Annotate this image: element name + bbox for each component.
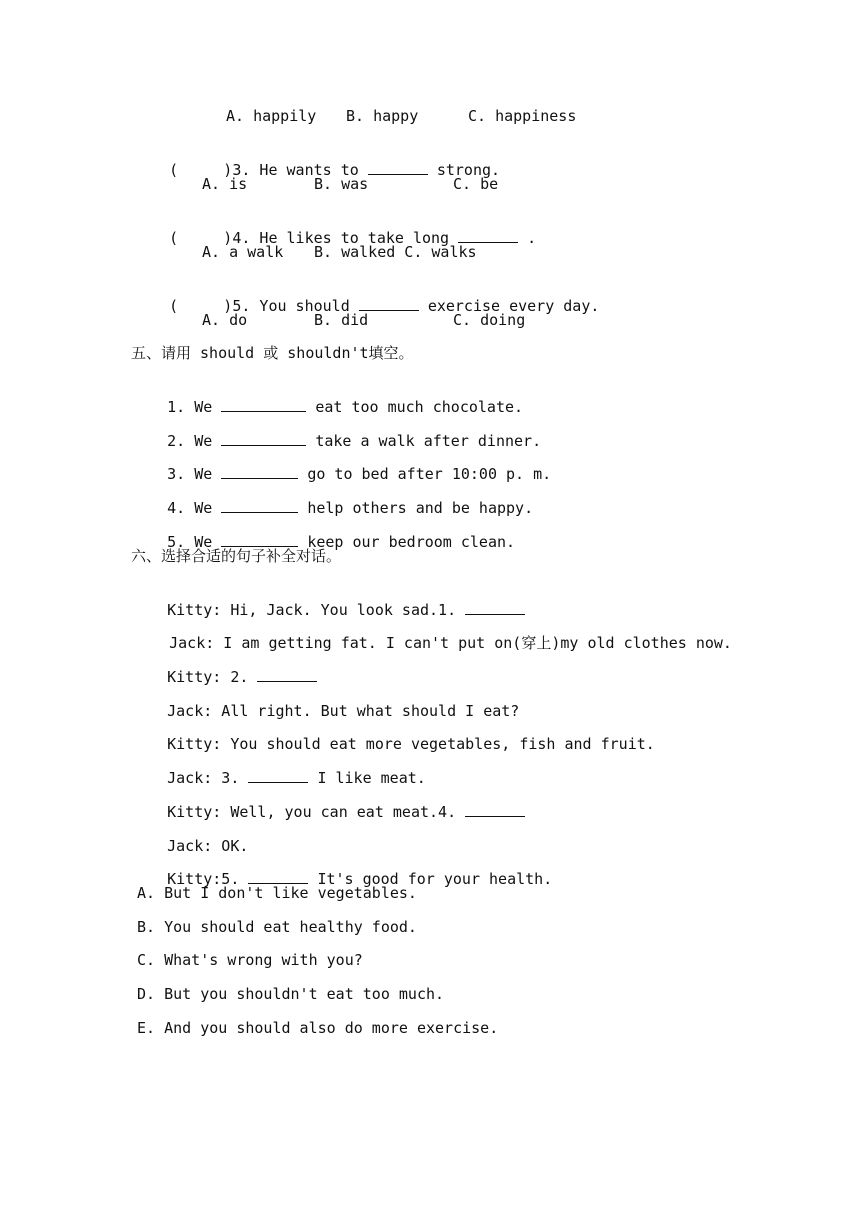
dialogue-text: Kitty: Hi, Jack. You look sad.1. bbox=[167, 601, 457, 619]
answer-blank[interactable] bbox=[458, 228, 518, 243]
item-prefix: 2. We bbox=[167, 432, 213, 450]
section5-item bbox=[131, 377, 524, 416]
question-stem-post: strong. bbox=[436, 161, 501, 179]
question-stem-pre: 5. You should bbox=[232, 297, 350, 315]
dialogue-text: Kitty: You should eat more vegetables, fish and fruit. bbox=[167, 735, 655, 753]
dialogue-option-d: D. But you shouldn't eat too much. bbox=[137, 985, 445, 1003]
dialogue-line bbox=[131, 580, 525, 619]
dialogue-text: Kitty:5. bbox=[167, 870, 240, 888]
q3-option-b: B. was bbox=[314, 175, 369, 193]
dialogue-line bbox=[131, 782, 525, 821]
dialogue-option-e: E. And you should also do more exercise. bbox=[137, 1019, 499, 1037]
answer-blank[interactable] bbox=[248, 768, 308, 783]
item-prefix: 5. We bbox=[167, 533, 213, 551]
dialogue-text: Kitty: Well, you can eat meat.4. bbox=[167, 803, 457, 821]
dialogue-option-c: C. What's wrong with you? bbox=[137, 951, 363, 969]
dialogue-line bbox=[133, 613, 732, 652]
q4-option-a: A. a walk bbox=[202, 243, 284, 261]
q4-question bbox=[133, 208, 537, 247]
dialogue-text: Jack: All right. But what should I eat? bbox=[167, 702, 520, 720]
q3-option-c: C. be bbox=[453, 175, 499, 193]
item-text: eat too much chocolate. bbox=[315, 398, 524, 416]
answer-blank[interactable] bbox=[359, 296, 419, 311]
section6-heading: 六、选择合适的句子补全对话。 bbox=[131, 547, 342, 565]
answer-blank[interactable] bbox=[221, 464, 298, 479]
answer-paren: ( ) bbox=[169, 229, 233, 247]
q5-question bbox=[133, 276, 600, 315]
item-text: keep our bedroom clean. bbox=[307, 533, 516, 551]
answer-blank[interactable] bbox=[221, 532, 298, 547]
q2-option-c: C. happiness bbox=[468, 107, 577, 125]
q4-option-b: B. walked C. walks bbox=[314, 243, 477, 261]
dialogue-option-a: A. But I don't like vegetables. bbox=[137, 884, 417, 902]
item-text: go to bed after 10:00 p. m. bbox=[307, 465, 552, 483]
section5-item bbox=[131, 478, 534, 517]
q3-option-a: A. is bbox=[202, 175, 248, 193]
answer-blank[interactable] bbox=[248, 869, 308, 884]
answer-blank[interactable] bbox=[368, 160, 428, 175]
section5-heading: 五、请用 should 或 shouldn't填空。 bbox=[131, 344, 414, 362]
answer-paren: ( ) bbox=[169, 297, 233, 315]
dialogue-text: Kitty: 2. bbox=[167, 668, 249, 686]
dialogue-line bbox=[131, 681, 520, 720]
item-prefix: 3. We bbox=[167, 465, 213, 483]
answer-paren: ( ) bbox=[169, 161, 233, 179]
answer-blank[interactable] bbox=[221, 498, 298, 513]
dialogue-text: Jack: I am getting fat. I can't put on(穿上)my old clothes now. bbox=[169, 634, 732, 652]
dialogue-text: I like meat. bbox=[317, 769, 426, 787]
dialogue-text: It's good for your health. bbox=[317, 870, 553, 888]
question-stem-post: . bbox=[527, 229, 537, 247]
section5-item bbox=[131, 512, 516, 551]
dialogue-option-b: B. You should eat healthy food. bbox=[137, 918, 417, 936]
dialogue-line bbox=[131, 849, 553, 888]
dialogue-text: Jack: OK. bbox=[167, 837, 249, 855]
section5-item bbox=[131, 444, 552, 483]
dialogue-line bbox=[131, 748, 426, 787]
dialogue-line bbox=[131, 714, 655, 753]
q5-option-b: B. did bbox=[314, 311, 369, 329]
question-stem-pre: 4. He likes to take long bbox=[232, 229, 450, 247]
question-stem-pre: 3. He wants to bbox=[232, 161, 359, 179]
q3-question bbox=[133, 140, 501, 179]
item-prefix: 1. We bbox=[167, 398, 213, 416]
q2-option-a: A. happily bbox=[226, 107, 317, 125]
dialogue-line bbox=[131, 647, 317, 686]
q5-option-a: A. do bbox=[202, 311, 248, 329]
answer-blank[interactable] bbox=[465, 802, 525, 817]
item-text: take a walk after dinner. bbox=[315, 432, 542, 450]
item-text: help others and be happy. bbox=[307, 499, 534, 517]
q5-option-c: C. doing bbox=[453, 311, 526, 329]
answer-blank[interactable] bbox=[257, 667, 317, 682]
dialogue-text: Jack: 3. bbox=[167, 769, 240, 787]
section5-item bbox=[131, 411, 542, 450]
dialogue-line bbox=[131, 816, 249, 855]
answer-blank[interactable] bbox=[221, 397, 306, 412]
item-prefix: 4. We bbox=[167, 499, 213, 517]
question-stem-post: exercise every day. bbox=[427, 297, 600, 315]
q2-option-b: B. happy bbox=[346, 107, 419, 125]
